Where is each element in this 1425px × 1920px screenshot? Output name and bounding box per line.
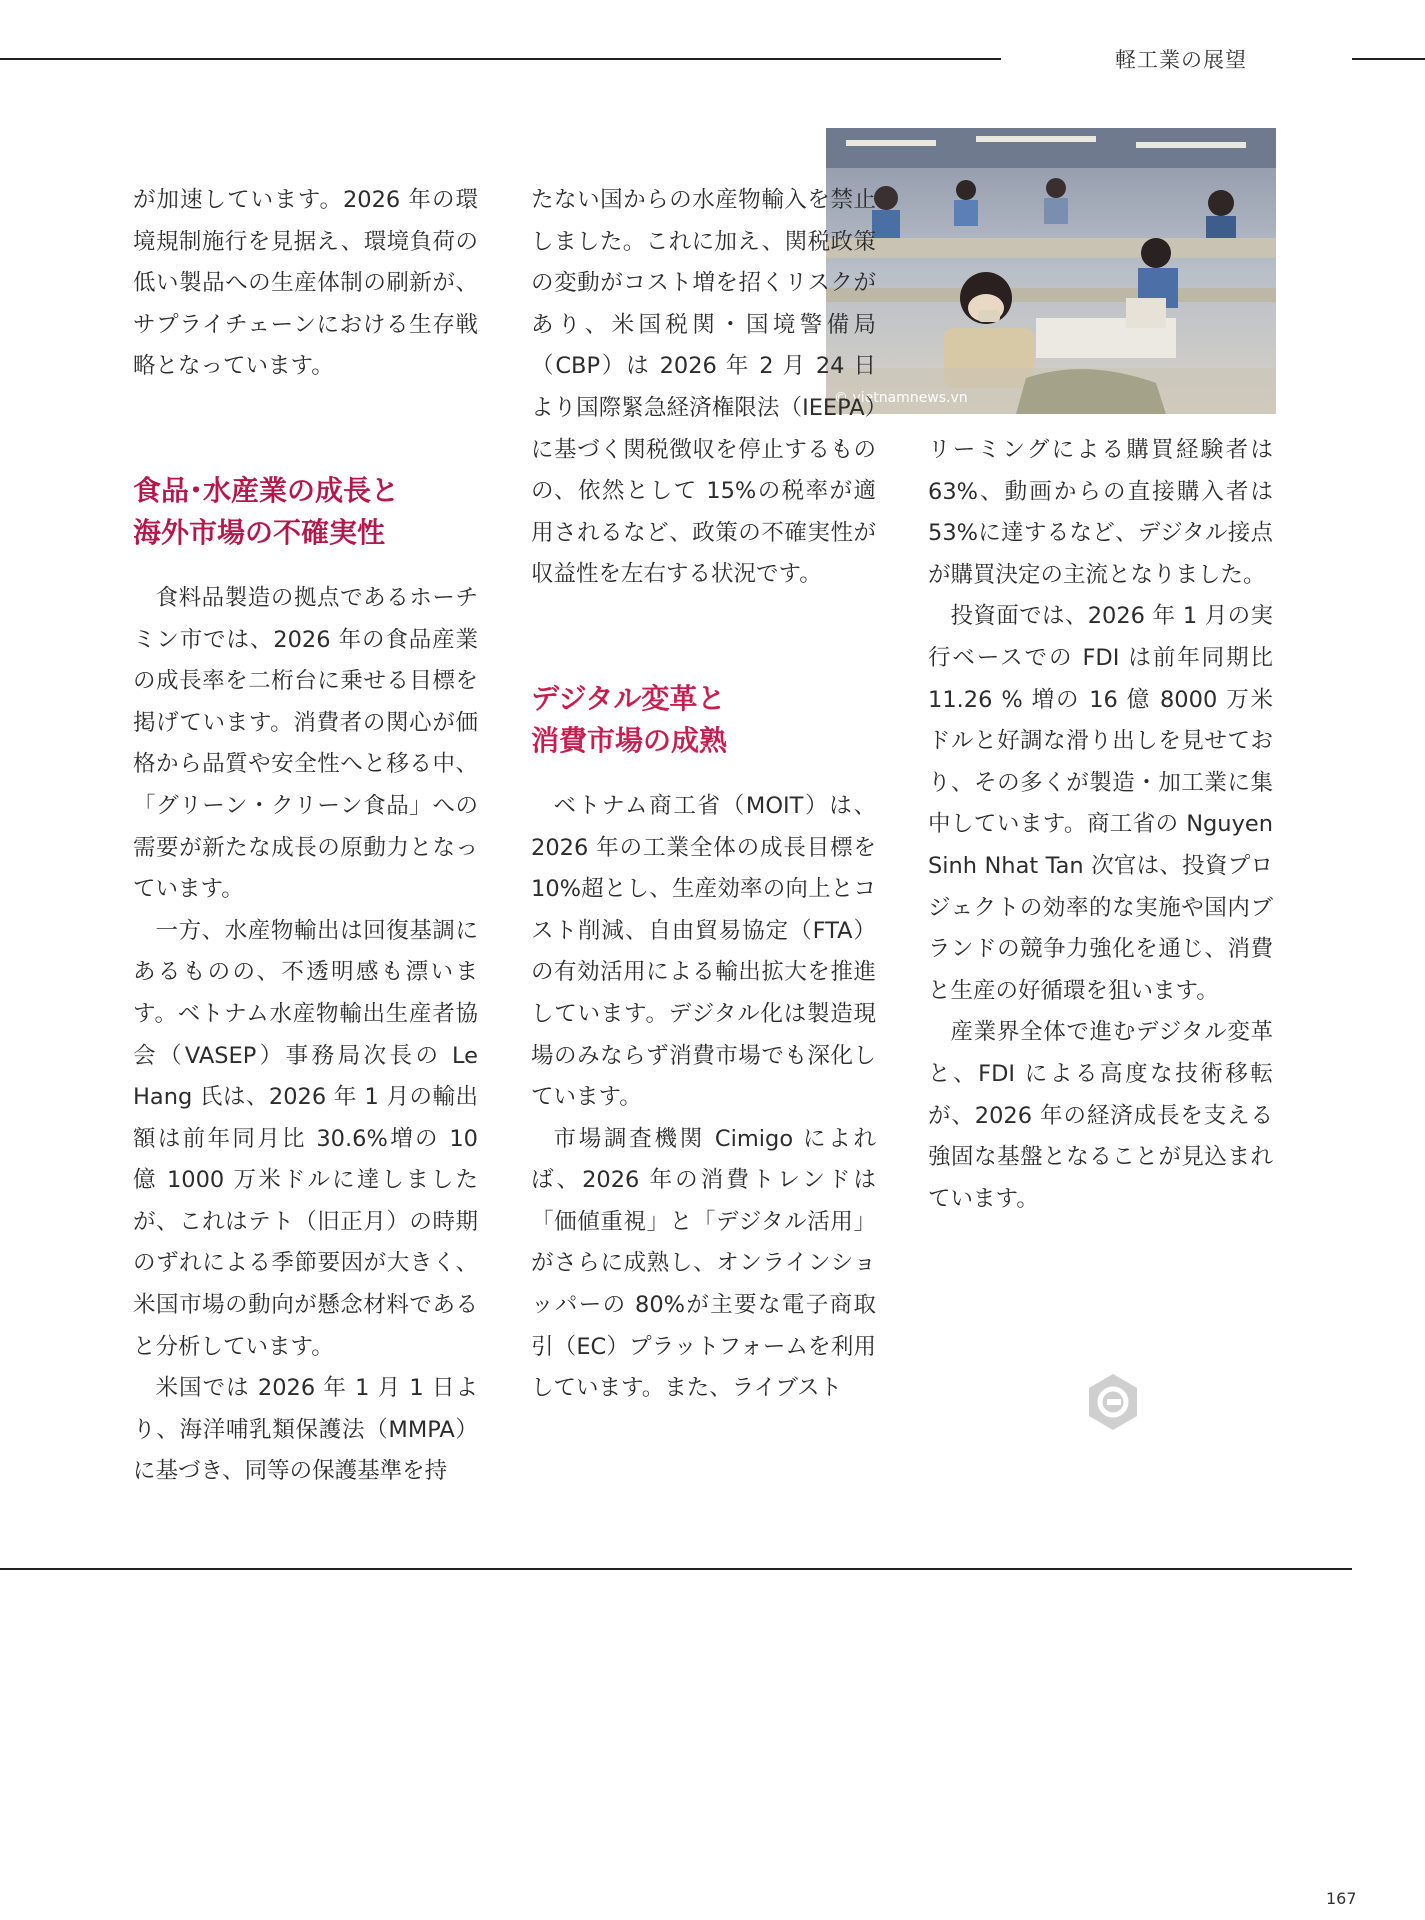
page-number: 167 xyxy=(1326,1889,1357,1908)
heading-line: 消費市場の成熟 xyxy=(531,723,728,757)
factory-photo xyxy=(826,128,1276,414)
header-rule-right xyxy=(1352,58,1425,60)
header-rule-left xyxy=(0,58,1001,60)
article-column-2 xyxy=(531,180,876,1410)
section-header-title: 軽工業の展望 xyxy=(1115,48,1247,72)
paragraph: たない国からの水産物輸入を禁止しました。これに加え、関税政策の変動がコスト増を招くリスクがあり、米国税関・国境警備局（CBP）は 2026 年 2 月 24 日より国際緊急経済権限法（IEEPA）に基づく関税徴収を停止するものの、依然として 15%の税率が適用されるなど、政策の不確実性が収益性を左右する状況です。 xyxy=(531,187,876,588)
footer-rule xyxy=(0,1568,1352,1570)
paragraph: ベトナム商工省（MOIT）は、2026 年の工業全体の成長目標を 10%超とし、生産効率の向上とコスト削減、自由貿易協定（FTA）の有効活用による輸出拡大を推進しています。デジタル化は製造現場のみならず消費市場でも深化しています。 xyxy=(531,792,876,1111)
article-column-3 xyxy=(928,430,1273,1220)
article-column-1 xyxy=(133,180,478,1493)
paragraph: リーミングによる購買経験者は 63%、動画からの直接購入者は 53%に達するなど、デジタル接点が購買決定の主流となりました。 xyxy=(928,437,1273,588)
section-heading-digital xyxy=(531,678,876,762)
heading-line: デジタル変革と xyxy=(531,681,726,715)
heading-line: 食品･水産業の成長と xyxy=(133,473,400,507)
paragraph: 市場調査機関 Cimigo によれば、2026 年の消費トレンドは「価値重視」と「デジタル活用」がさらに成熟し、オンラインショッパーの 80%が主要な電子商取引（EC）プラットフォームを利用しています。また、ライブスト xyxy=(531,1125,876,1402)
paragraph: 産業界全体で進むデジタル変革と、FDI による高度な技術移転が、2026 年の経済成長を支える強固な基盤となることが見込まれています。 xyxy=(928,1019,1273,1212)
paragraph: 食料品製造の拠点であるホーチミン市では、2026 年の食品産業の成長率を二桁台に乗せる目標を掲げています。消費者の関心が価格から品質や安全性へと移る中、「グリーン・クリーン食品」への需要が新たな成長の原動力となっています。 xyxy=(133,584,478,903)
section-heading-food xyxy=(133,470,478,554)
article-end-logo-icon xyxy=(1083,1372,1143,1432)
photo-credit: © vietnamnews.vn xyxy=(834,390,968,406)
paragraph: が加速しています。2026 年の環境規制施行を見据え、環境負荷の低い製品への生産体制の刷新が、サプライチェーンにおける生存戦略となっています。 xyxy=(133,187,478,380)
factory-photo-illustration xyxy=(826,128,1276,414)
paragraph: 米国では 2026 年 1 月 1 日より、海洋哺乳類保護法（MMPA）に基づき、同等の保護基準を持 xyxy=(133,1375,478,1485)
paragraph: 一方、水産物輸出は回復基調にあるものの、不透明感も漂います。ベトナム水産物輸出生産者協会（VASEP）事務局次長の Le Hang 氏は、2026 年 1 月の輸出額は前年同月比 30.6%増の 10 億 1000 万米ドルに達しましたが、これはテト（旧正月）の時期のずれによる季節要因が大きく、米国市場の動向が懸念材料であると分析しています。 xyxy=(133,917,478,1360)
heading-line: 海外市場の不確実性 xyxy=(133,515,386,549)
paragraph: 投資面では、2026 年 1 月の実行ベースでの FDI は前年同期比 11.26 % 増の 16 億 8000 万米ドルと好調な滑り出しを見せており、その多くが製造・加工業に集中しています。商工省の Nguyen Sinh Nhat Tan 次官は、投資プロジェクトの効率的な実施や国内ブランドの競争力強化を通じ、消費と生産の好循環を狙います。 xyxy=(928,603,1273,1004)
